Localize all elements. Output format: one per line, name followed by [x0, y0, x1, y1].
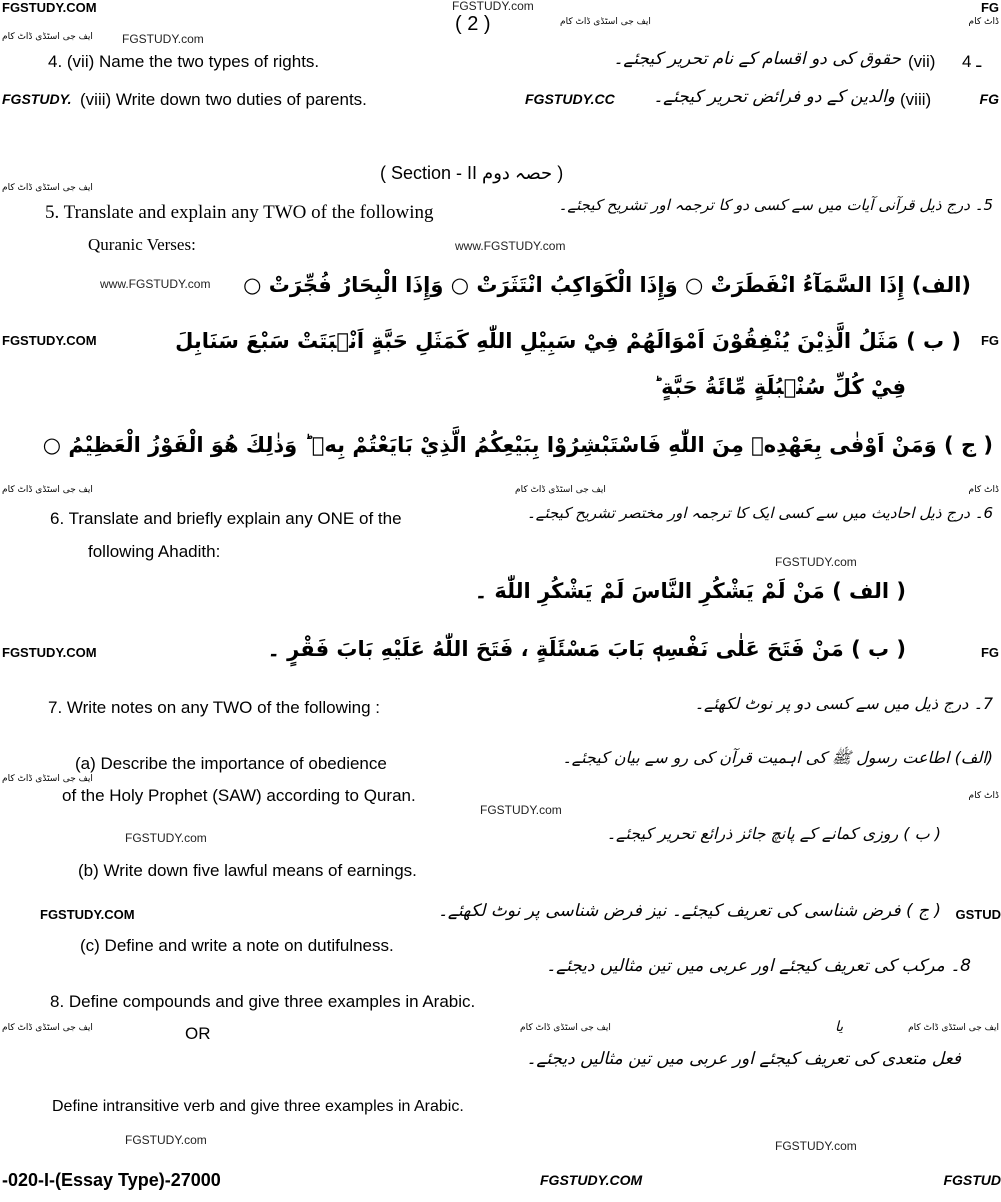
q4-number-urdu: 4 ـ: [962, 52, 982, 71]
q8-urdu: 8۔ مرکب کی تعریف کیجئے اور عربی میں تین مثالیں دیجئے۔: [546, 956, 971, 976]
section-title: ( Section - II حصہ دوم ): [380, 163, 564, 183]
q4-vii-number: (vii): [908, 52, 936, 71]
q5-urdu: 5۔ درج ذیل قرآنی آیات میں سے کسی دو کا ترجمہ اور تشریح کیجئے۔: [558, 196, 993, 214]
watermark: ایف جی اسٹڈی ڈاٹ کام: [2, 774, 93, 784]
q4-vii-urdu: حقوق کی دو اقسام کے نام تحریر کیجئے۔: [613, 49, 901, 69]
watermark: FGSTUD: [943, 1172, 1001, 1188]
watermark: FGSTUDY.: [2, 91, 72, 107]
watermark: ڈاٹ کام: [968, 485, 999, 495]
watermark: FGSTUDY.com: [125, 831, 207, 845]
q4-viii-number: (viii): [900, 90, 932, 109]
watermark: ڈاٹ کام: [968, 17, 999, 27]
q8-alt-urdu: فعل متعدی کی تعریف کیجئے اور عربی میں تین مثالیں دیجئے۔: [526, 1049, 961, 1069]
watermark: FG: [979, 91, 999, 107]
q8-english: 8. Define compounds and give three examples in Arabic.: [50, 992, 476, 1011]
watermark: FGSTUDY.COM: [2, 333, 97, 348]
q4-vii-english: 4. (vii) Name the two types of rights.: [48, 52, 320, 71]
q5-english-line1: 5. Translate and explain any TWO of the following: [45, 202, 434, 223]
watermark: FGSTUDY.com: [125, 1133, 207, 1147]
watermark: FGSTUDY.com: [452, 0, 534, 13]
hadith-b: ( ب ) مَنْ فَتَحَ عَلٰى نَفْسِهٖ بَابَ مَسْئَلَةٍ ، فَتَحَ اللّٰهُ عَلَيْهِ بَابَ فَقْرٍ ۔: [267, 637, 906, 661]
watermark: FG: [980, 0, 999, 15]
watermark: www.FGSTUDY.com: [100, 277, 211, 291]
watermark: FGSTUDY.COM: [2, 645, 97, 660]
verse-c: ( ج ) وَمَنْ اَوْفٰى بِعَهْدِهٖ مِنَ اللّٰهِ فَاسْتَبْشِرُوْا بِبَيْعِكُمُ الَّذِيْ بَايَعْتُمْ بِهٖ ؕ وَذٰلِكَ هُوَ الْفَوْزُ الْعَظِيْمُ ○: [42, 433, 993, 457]
verse-b-line2: فِيْ كُلِّ سُنْۢبُلَةٍ مِّائَةُ حَبَّةٍ ؕ: [653, 375, 906, 399]
q8-alt-english: Define intransitive verb and give three examples in Arabic.: [52, 1098, 464, 1115]
watermark: FG: [980, 333, 999, 348]
watermark: www.FGSTUDY.com: [455, 239, 566, 253]
watermark: FGSTUDY.com: [122, 32, 204, 46]
q5-english-line2: Quranic Verses:: [88, 235, 196, 254]
hadith-a: ( الف ) مَنْ لَمْ يَشْكُرِ النَّاسَ لَمْ يَشْكُرِ اللّٰهَ ۔: [474, 579, 906, 603]
watermark: ایف جی اسٹڈی ڈاٹ کام: [2, 32, 93, 42]
q7-c-urdu: ( ج ) فرض شناسی کی تعریف کیجئے۔ نیز فرض شناسی پر نوٹ لکھئے۔: [437, 901, 941, 921]
watermark: FG: [980, 645, 999, 660]
verse-b-line1: ( ب ) مَثَلُ الَّذِيْنَ يُنْفِقُوْنَ اَمْوَالَهُمْ فِيْ سَبِيْلِ اللّٰهِ كَمَثَلِ حَبَّةٍ اَنْۢبَتَتْ سَبْعَ سَنَابِلَ: [175, 329, 961, 353]
q7-english: 7. Write notes on any TWO of the following :: [48, 698, 380, 717]
watermark: FGSTUDY.COM: [540, 1172, 643, 1188]
watermark: FGSTUDY.com: [480, 803, 562, 817]
watermark: ایف جی اسٹڈی ڈاٹ کام: [2, 183, 93, 193]
q8-or-urdu: یا: [835, 1019, 844, 1035]
q7-b-urdu: ( ب ) روزی کمانے کے پانچ جائز ذرائع تحریر کیجئے۔: [606, 824, 941, 843]
watermark: FGSTUDY.COM: [2, 0, 97, 15]
q4-viii-english: (viii) Write down two duties of parents.: [80, 90, 367, 109]
q6-urdu: 6۔ درج ذیل احادیث میں سے کسی ایک کا ترجمہ اور مختصر تشریح کیجئے۔: [526, 504, 993, 522]
q6-english-line2: following Ahadith:: [88, 542, 221, 561]
watermark: ایف جی اسٹڈی ڈاٹ کام: [560, 17, 651, 27]
q7-c-english: (c) Define and write a note on dutifulness.: [80, 936, 394, 955]
watermark: FGSTUDY.com: [775, 1139, 857, 1153]
verse-a: (الف) إِذَا السَّمَآءُ انْفَطَرَتْ ○ وَإِذَا الْكَوَاكِبُ انْتَثَرَتْ ○ وَإِذَا الْبِحَارُ فُجِّرَتْ ○: [243, 273, 971, 297]
watermark: ایف جی اسٹڈی ڈاٹ کام: [2, 485, 93, 495]
watermark: ڈاٹ کام: [968, 791, 999, 801]
q7-a-english-line2: of the Holy Prophet (SAW) according to Quran.: [62, 786, 416, 805]
q6-english-line1: 6. Translate and briefly explain any ONE of the: [50, 509, 402, 528]
watermark: ایف جی اسٹڈی ڈاٹ کام: [2, 1023, 93, 1033]
q7-urdu: 7۔ درج ذیل میں سے کسی دو پر نوٹ لکھئے۔: [694, 694, 993, 713]
paper-code: -020-I-(Essay Type)-27000: [2, 1170, 221, 1190]
watermark: ایف جی اسٹڈی ڈاٹ کام: [520, 1023, 611, 1033]
q4-viii-urdu: والدین کے دو فرائض تحریر کیجئے۔: [653, 87, 895, 107]
watermark: FGSTUDY.com: [775, 555, 857, 569]
watermark: ایف جی اسٹڈی ڈاٹ کام: [515, 485, 606, 495]
q7-b-english: (b) Write down five lawful means of earnings.: [78, 861, 417, 880]
watermark: GSTUD: [955, 907, 1001, 922]
q7-a-urdu: (الف) اطاعت رسول ﷺ کی اہمیت قرآن کی رو سے بیان کیجئے۔: [562, 748, 993, 767]
watermark: ایف جی اسٹڈی ڈاٹ کام: [908, 1023, 999, 1033]
q7-a-english-line1: (a) Describe the importance of obedience: [75, 754, 387, 773]
watermark: FGSTUDY.CC: [525, 91, 615, 107]
watermark: FGSTUDY.COM: [40, 907, 135, 922]
q8-or-english: OR: [185, 1024, 211, 1043]
page-number: ( 2 ): [455, 13, 491, 35]
